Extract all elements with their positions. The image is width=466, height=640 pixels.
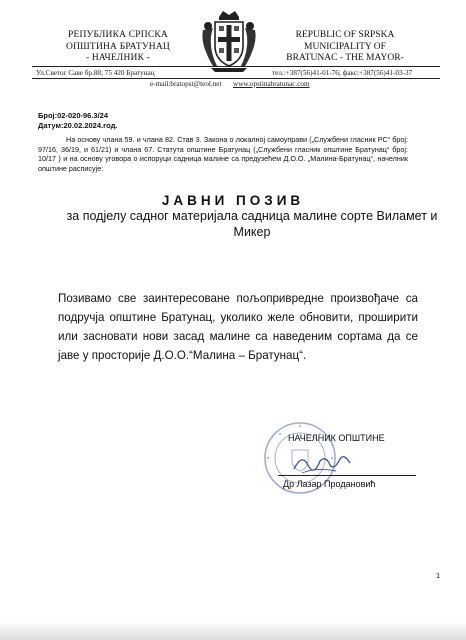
letterhead-rule-bottom xyxy=(32,78,440,79)
intro-paragraph: На основу члана 59. и члана 82. Став 3. Закона о локалној самоуправи („Службени гласник РС“ број: 97/16, 36/19, и 61/21) и члана 67. Статута општине Братунац („Службени гласник општине Братунац“ број: 10/17 ) и на основу уговора о испоруци садница малине са предузећем Д.О.О. „Малина-Братунац“, начелник општине расписује: xyxy=(38,135,408,173)
letterhead-right-line-2: MUNICIPALITY OF xyxy=(304,41,386,52)
signature-line xyxy=(278,475,416,476)
document-subtitle: за подјелу садног материјала садница малине сорте Виламет и Микер xyxy=(66,209,438,239)
signatory-title: НАЧЕЛНИК ОПШТИНЕ xyxy=(288,433,385,443)
email-text: e-mail:bratopst@teol.net xyxy=(150,80,222,88)
letterhead-left xyxy=(48,30,188,65)
letterhead-right-line-3: BRATUNAC - THE MAYOR- xyxy=(286,53,404,63)
page-number: 1 xyxy=(436,571,441,580)
handwritten-signature-icon xyxy=(292,447,352,477)
signatory-name: Др Лазар Продановић xyxy=(283,479,376,489)
letterhead-rule-top xyxy=(32,66,440,67)
reference-date: Датум:20.02.2024.год. xyxy=(38,121,118,130)
phone-fax-text: тел.:+387(56)41-01-76; факс:+387(56)41-03-37 xyxy=(272,69,413,77)
address-text: Ул.Светог Саве бр.88; 75 420 Братунац xyxy=(36,69,155,77)
document-title: ЈАВНИ ПОЗИВ xyxy=(161,193,305,208)
scan-shadow xyxy=(0,622,466,640)
letterhead-right-line-1: REPUBLIC OF SRPSKA xyxy=(295,30,395,40)
body-paragraph: Позивамо све заинтересоване пољопривредне произвођаче са подручја општине Братунац, уколико желе обновити, проширити или засновати нови засад малине са наведеним сортама да се јаве у просторије Д.О.О.“Малина – Братунац“. xyxy=(58,292,418,362)
website-link[interactable]: www.opstinabratunac.com xyxy=(233,80,310,88)
letterhead-left-line-2: ОПШТИНА БРАТУНАЦ xyxy=(66,41,170,52)
letterhead-left-line-3: - НАЧЕЛНИК - xyxy=(85,53,151,63)
coat-of-arms-icon xyxy=(197,8,261,74)
letterhead-right xyxy=(270,30,420,65)
reference-number: Број:02-020-96.3/24 xyxy=(38,111,109,120)
letterhead-left-line-1: РЕПУБЛИКА СРПСКА xyxy=(68,30,168,40)
